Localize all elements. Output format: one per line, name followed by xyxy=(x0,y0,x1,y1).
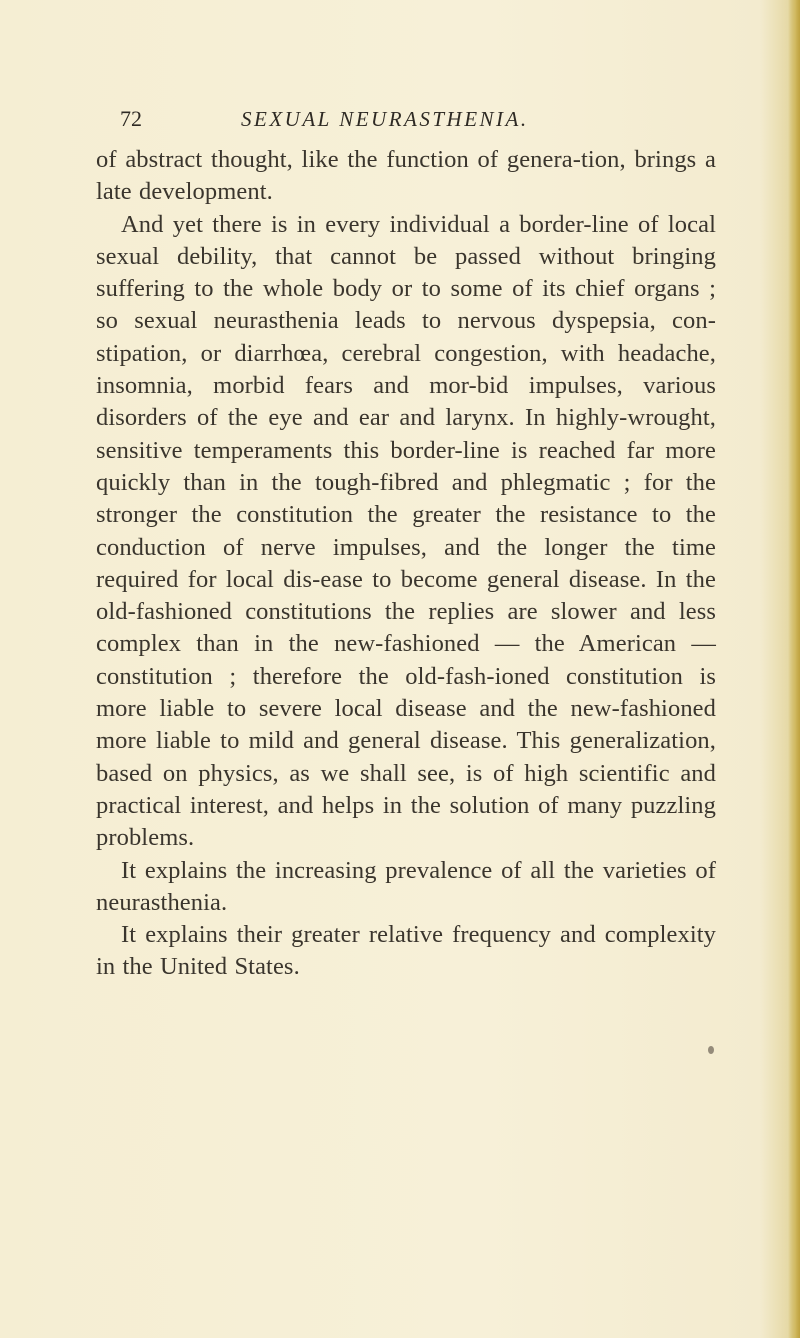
running-title: SEXUAL NEURASTHENIA. xyxy=(241,107,529,131)
ink-speck xyxy=(708,1046,714,1054)
body-text xyxy=(96,144,716,984)
paragraph-continued: of abstract thought, like the function of genera-tion, brings a late development. xyxy=(96,146,716,206)
page-edge-shadow xyxy=(788,0,800,1338)
page-number: 72 xyxy=(120,106,142,131)
page-header xyxy=(120,106,680,136)
paragraph-frequency: It explains their greater relative frequency and complexity in the United States. xyxy=(96,921,716,981)
paragraph-prevalence: It explains the increasing prevalence of all the varieties of neurasthenia. xyxy=(96,856,716,916)
paragraph-border-line: And yet there is in every individual a border-line of local sexual debility, that cannot be passed without bringing suffering to the whole body or to some of its chief organs ; so sexual neurasthenia leads to nervous dyspepsia, con-stipation, or diarrhœa, cerebral congestion, with headache, insomnia, morbid fears and mor-bid impulses, various disorders of the eye and ear and larynx. In highly-wrought, sensitive temperaments this border-line is reached far more quickly than in the tough-fibred and phlegmatic ; for the stronger the constitution the greater the resistance to the conduction of nerve impulses, and the longer the time required for local dis-ease to become general disease. In the old-fashioned constitutions the replies are slower and less complex than in the new-fashioned — the American —constitution ; therefore the old-fash-ioned constitution is more liable to severe local disease and the new-fashioned more liable to mild and general disease. This generalization, based on physics, as we shall see, is of high scientific and practical interest, and helps in the solution of many puzzling problems. xyxy=(96,210,716,852)
